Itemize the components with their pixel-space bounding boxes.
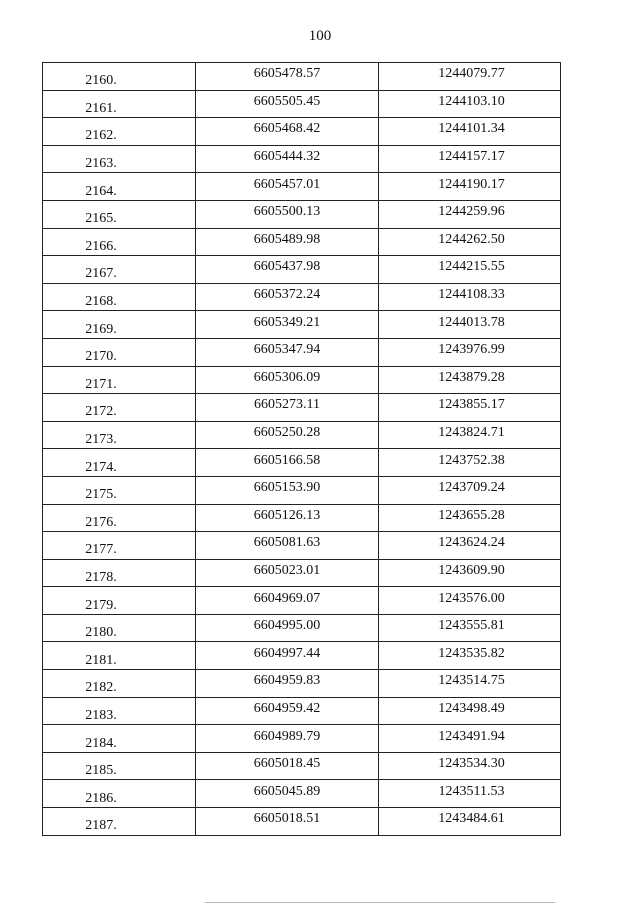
point-number-text: 2164. <box>85 183 117 199</box>
x-coordinate-cell <box>196 394 379 422</box>
x-coordinate-text: 6605468.42 <box>253 121 321 137</box>
point-number-text: 2167. <box>85 266 117 282</box>
point-number-text: 2180. <box>85 625 117 641</box>
x-coordinate-cell <box>196 808 379 836</box>
point-number-cell <box>43 256 196 284</box>
point-number-text: 2166. <box>85 238 117 254</box>
x-coordinate-cell <box>196 642 379 670</box>
table-row <box>43 256 561 284</box>
x-coordinate-text: 6605457.01 <box>253 176 321 192</box>
y-coordinate-text: 1243655.28 <box>438 507 505 523</box>
x-coordinate-text: 6605166.58 <box>253 452 321 468</box>
table-row <box>43 394 561 422</box>
table-row <box>43 504 561 532</box>
point-number-text: 2174. <box>85 459 117 475</box>
table-row <box>43 200 561 228</box>
y-coordinate-text: 1243824.71 <box>438 425 505 441</box>
bottom-rule <box>205 902 555 903</box>
x-coordinate-cell <box>196 145 379 173</box>
y-coordinate-text: 1244108.33 <box>438 287 505 303</box>
table-row <box>43 173 561 201</box>
y-coordinate-cell <box>379 283 561 311</box>
x-coordinate-text: 6605347.94 <box>253 342 321 358</box>
point-number-text: 2183. <box>85 707 117 723</box>
table-row <box>43 642 561 670</box>
y-coordinate-text: 1243484.61 <box>438 811 505 827</box>
point-number-cell <box>43 311 196 339</box>
table-row <box>43 449 561 477</box>
y-coordinate-text: 1243491.94 <box>438 728 505 744</box>
y-coordinate-text: 1243535.82 <box>438 645 505 661</box>
x-coordinate-cell <box>196 90 379 118</box>
point-number-cell <box>43 145 196 173</box>
x-coordinate-cell <box>196 256 379 284</box>
point-number-cell <box>43 228 196 256</box>
point-number-cell <box>43 283 196 311</box>
point-number-cell <box>43 200 196 228</box>
x-coordinate-text: 6605489.98 <box>253 231 321 247</box>
y-coordinate-text: 1243576.00 <box>438 590 505 606</box>
point-number-cell <box>43 338 196 366</box>
y-coordinate-text: 1243879.28 <box>438 369 505 385</box>
x-coordinate-cell <box>196 670 379 698</box>
point-number-cell <box>43 118 196 146</box>
y-coordinate-cell <box>379 725 561 753</box>
table-row <box>43 476 561 504</box>
point-number-cell <box>43 697 196 725</box>
x-coordinate-cell <box>196 697 379 725</box>
table-row <box>43 670 561 698</box>
x-coordinate-cell <box>196 366 379 394</box>
x-coordinate-text: 6605306.09 <box>253 369 321 385</box>
point-number-cell <box>43 366 196 394</box>
x-coordinate-cell <box>196 532 379 560</box>
point-number-cell <box>43 614 196 642</box>
table-row <box>43 145 561 173</box>
y-coordinate-text: 1244157.17 <box>438 149 505 165</box>
x-coordinate-cell <box>196 421 379 449</box>
x-coordinate-cell <box>196 173 379 201</box>
table-row <box>43 63 561 91</box>
point-number-text: 2168. <box>85 294 117 310</box>
point-number-text: 2187. <box>85 818 117 834</box>
table-row <box>43 283 561 311</box>
point-number-cell <box>43 532 196 560</box>
point-number-cell <box>43 725 196 753</box>
x-coordinate-cell <box>196 504 379 532</box>
y-coordinate-text: 1243534.30 <box>438 756 505 772</box>
y-coordinate-text: 1243514.75 <box>438 673 505 689</box>
table-row <box>43 366 561 394</box>
point-number-text: 2185. <box>85 763 117 779</box>
table-row <box>43 780 561 808</box>
y-coordinate-cell <box>379 173 561 201</box>
x-coordinate-text: 6605478.57 <box>253 66 321 82</box>
y-coordinate-cell <box>379 449 561 477</box>
y-coordinate-text: 1243709.24 <box>438 480 505 496</box>
point-number-cell <box>43 476 196 504</box>
y-coordinate-cell <box>379 752 561 780</box>
point-number-cell <box>43 587 196 615</box>
y-coordinate-cell <box>379 145 561 173</box>
x-coordinate-cell <box>196 449 379 477</box>
y-coordinate-cell <box>379 504 561 532</box>
y-coordinate-text: 1243752.38 <box>438 452 505 468</box>
y-coordinate-text: 1244190.17 <box>438 176 505 192</box>
x-coordinate-cell <box>196 725 379 753</box>
x-coordinate-cell <box>196 63 379 91</box>
x-coordinate-text: 6605081.63 <box>253 535 321 551</box>
y-coordinate-cell <box>379 256 561 284</box>
x-coordinate-text: 6605018.45 <box>253 756 321 772</box>
y-coordinate-cell <box>379 476 561 504</box>
table-row <box>43 808 561 836</box>
y-coordinate-text: 1243976.99 <box>438 342 505 358</box>
point-number-text: 2163. <box>85 156 117 172</box>
y-coordinate-text: 1244101.34 <box>438 121 505 137</box>
x-coordinate-cell <box>196 228 379 256</box>
point-number-cell <box>43 173 196 201</box>
y-coordinate-cell <box>379 338 561 366</box>
point-number-text: 2179. <box>85 597 117 613</box>
point-number-text: 2176. <box>85 514 117 530</box>
x-coordinate-text: 6605273.11 <box>254 397 320 413</box>
x-coordinate-cell <box>196 338 379 366</box>
point-number-text: 2177. <box>85 542 117 558</box>
table-row <box>43 90 561 118</box>
point-number-text: 2165. <box>85 211 117 227</box>
y-coordinate-cell <box>379 697 561 725</box>
y-coordinate-text: 1244262.50 <box>438 231 505 247</box>
table-row <box>43 421 561 449</box>
y-coordinate-text: 1244259.96 <box>438 204 505 220</box>
y-coordinate-cell <box>379 200 561 228</box>
y-coordinate-cell <box>379 421 561 449</box>
point-number-text: 2162. <box>85 128 117 144</box>
table-row <box>43 311 561 339</box>
y-coordinate-text: 1243624.24 <box>438 535 505 551</box>
x-coordinate-cell <box>196 752 379 780</box>
table-row <box>43 532 561 560</box>
table-row <box>43 118 561 146</box>
point-number-cell <box>43 752 196 780</box>
point-number-cell <box>43 642 196 670</box>
point-number-text: 2178. <box>85 569 117 585</box>
y-coordinate-cell <box>379 780 561 808</box>
x-coordinate-text: 6604959.42 <box>253 700 321 716</box>
y-coordinate-cell <box>379 394 561 422</box>
x-coordinate-text: 6605505.45 <box>253 93 321 109</box>
y-coordinate-cell <box>379 118 561 146</box>
x-coordinate-cell <box>196 200 379 228</box>
y-coordinate-cell <box>379 642 561 670</box>
y-coordinate-cell <box>379 90 561 118</box>
point-number-cell <box>43 808 196 836</box>
y-coordinate-cell <box>379 614 561 642</box>
x-coordinate-text: 6605444.32 <box>253 149 321 165</box>
x-coordinate-text: 6605153.90 <box>253 480 321 496</box>
y-coordinate-cell <box>379 228 561 256</box>
point-number-text: 2173. <box>85 432 117 448</box>
point-number-cell <box>43 63 196 91</box>
x-coordinate-text: 6605437.98 <box>253 259 321 275</box>
x-coordinate-cell <box>196 559 379 587</box>
x-coordinate-text: 6604989.79 <box>253 728 321 744</box>
x-coordinate-text: 6605250.28 <box>253 425 321 441</box>
point-number-text: 2182. <box>85 680 117 696</box>
y-coordinate-text: 1244013.78 <box>438 314 505 330</box>
table-row <box>43 614 561 642</box>
y-coordinate-text: 1243609.90 <box>438 562 505 578</box>
y-coordinate-cell <box>379 63 561 91</box>
x-coordinate-text: 6605018.51 <box>253 811 321 827</box>
x-coordinate-cell <box>196 311 379 339</box>
x-coordinate-text: 6604995.00 <box>253 618 321 634</box>
point-number-cell <box>43 90 196 118</box>
x-coordinate-text: 6604959.83 <box>253 673 321 689</box>
y-coordinate-text: 1243555.81 <box>438 618 505 634</box>
x-coordinate-text: 6604997.44 <box>253 645 321 661</box>
y-coordinate-cell <box>379 366 561 394</box>
point-number-text: 2171. <box>85 376 117 392</box>
table-row <box>43 559 561 587</box>
point-number-cell <box>43 421 196 449</box>
point-number-text: 2175. <box>85 487 117 503</box>
table-row <box>43 587 561 615</box>
table-row <box>43 338 561 366</box>
point-number-text: 2170. <box>85 349 117 365</box>
point-number-text: 2161. <box>85 100 117 116</box>
y-coordinate-cell <box>379 559 561 587</box>
x-coordinate-text: 6605500.13 <box>253 204 321 220</box>
y-coordinate-cell <box>379 532 561 560</box>
point-number-cell <box>43 394 196 422</box>
y-coordinate-cell <box>379 808 561 836</box>
table-row <box>43 752 561 780</box>
page-number: 100 <box>308 28 332 44</box>
point-number-cell <box>43 559 196 587</box>
x-coordinate-text: 6604969.07 <box>253 590 321 606</box>
point-number-text: 2169. <box>85 321 117 337</box>
y-coordinate-text: 1244215.55 <box>438 259 505 275</box>
y-coordinate-cell <box>379 670 561 698</box>
table-row <box>43 697 561 725</box>
y-coordinate-text: 1244103.10 <box>438 93 505 109</box>
y-coordinate-cell <box>379 587 561 615</box>
table-row <box>43 228 561 256</box>
x-coordinate-cell <box>196 587 379 615</box>
x-coordinate-cell <box>196 283 379 311</box>
point-number-cell <box>43 504 196 532</box>
coordinates-table <box>42 62 561 836</box>
x-coordinate-cell <box>196 476 379 504</box>
table-body <box>43 63 561 836</box>
y-coordinate-text: 1244079.77 <box>438 66 505 82</box>
x-coordinate-cell <box>196 614 379 642</box>
point-number-cell <box>43 449 196 477</box>
table-row <box>43 725 561 753</box>
point-number-text: 2186. <box>85 790 117 806</box>
x-coordinate-text: 6605372.24 <box>253 287 321 303</box>
point-number-text: 2184. <box>85 735 117 751</box>
point-number-cell <box>43 670 196 698</box>
x-coordinate-cell <box>196 780 379 808</box>
y-coordinate-text: 1243498.49 <box>438 700 505 716</box>
x-coordinate-text: 6605045.89 <box>253 783 321 799</box>
x-coordinate-text: 6605126.13 <box>253 507 321 523</box>
y-coordinate-text: 1243855.17 <box>438 397 505 413</box>
point-number-cell <box>43 780 196 808</box>
y-coordinate-text: 1243511.53 <box>438 783 505 799</box>
point-number-text: 2181. <box>85 652 117 668</box>
x-coordinate-cell <box>196 118 379 146</box>
x-coordinate-text: 6605023.01 <box>253 562 321 578</box>
point-number-text: 2172. <box>85 404 117 420</box>
point-number-text: 2160. <box>85 73 117 89</box>
y-coordinate-cell <box>379 311 561 339</box>
x-coordinate-text: 6605349.21 <box>253 314 321 330</box>
